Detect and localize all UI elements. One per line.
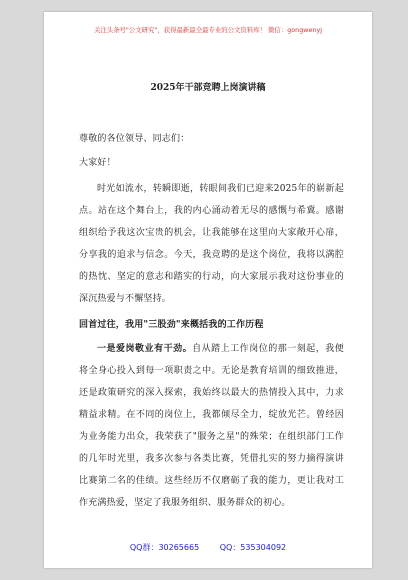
salutation: 尊敬的各位领导、同志们：: [79, 134, 190, 144]
point-body: 自从踏上工作岗位的那一刻起，我便将全身心投入到每一项职责之中。无论是教育培训的细致推进，还是政策研究的深入探索，我始终以最大的热情投入其中，力求精益求精。在不同的岗位上，我都倾尽全力，绽放光芒。曾经因为业务能力出众，我荣获了"服务之星"的殊荣；在组织部门工作的几年时光里，我多次参与各类比赛，凭借扎实的努力摘得演讲比赛第二名的佳绩。这些经历不仅磨砺了我的能力，更让我对工作充满热爱，坚定了我服务组织、服务群众的初心。: [79, 344, 344, 508]
footer-contacts: [44, 542, 372, 553]
document-title: 2025年干部竞聘上岗演讲稿: [150, 83, 266, 93]
paragraph-first-point: [79, 338, 344, 514]
section-heading: 回首过往，我用"三股劲"来概括我的工作历程: [79, 320, 264, 330]
greeting: 大家好！: [79, 158, 116, 168]
document-page: [44, 12, 372, 568]
point-lead: 一是爱岗敬业有干劲。: [97, 344, 193, 354]
footer-qq: QQ：535304092: [219, 543, 287, 552]
paragraph-intro: 时光如流水，转瞬即逝，转眼间我们已迎来2025年的崭新起点。站在这个舞台上，我的内心涌动着无尽的感慨与希冀。感谢组织给予我这次宝贵的机会，让我能够在这里向大家敞开心扉，分享我的追求与信念。今天，我竞聘的是这个岗位，我将以满腔的热忱、坚定的意志和踏实的行动，向大家展示我对这份事业的深沉热爱与不懈坚持。: [79, 184, 344, 304]
footer-qq-group: QQ群：30265665: [129, 543, 200, 552]
header-note: 关注头条号"公文研究"，获得最新最全最专业的公文资料库！ 微信：gongwenyj: [93, 26, 323, 34]
